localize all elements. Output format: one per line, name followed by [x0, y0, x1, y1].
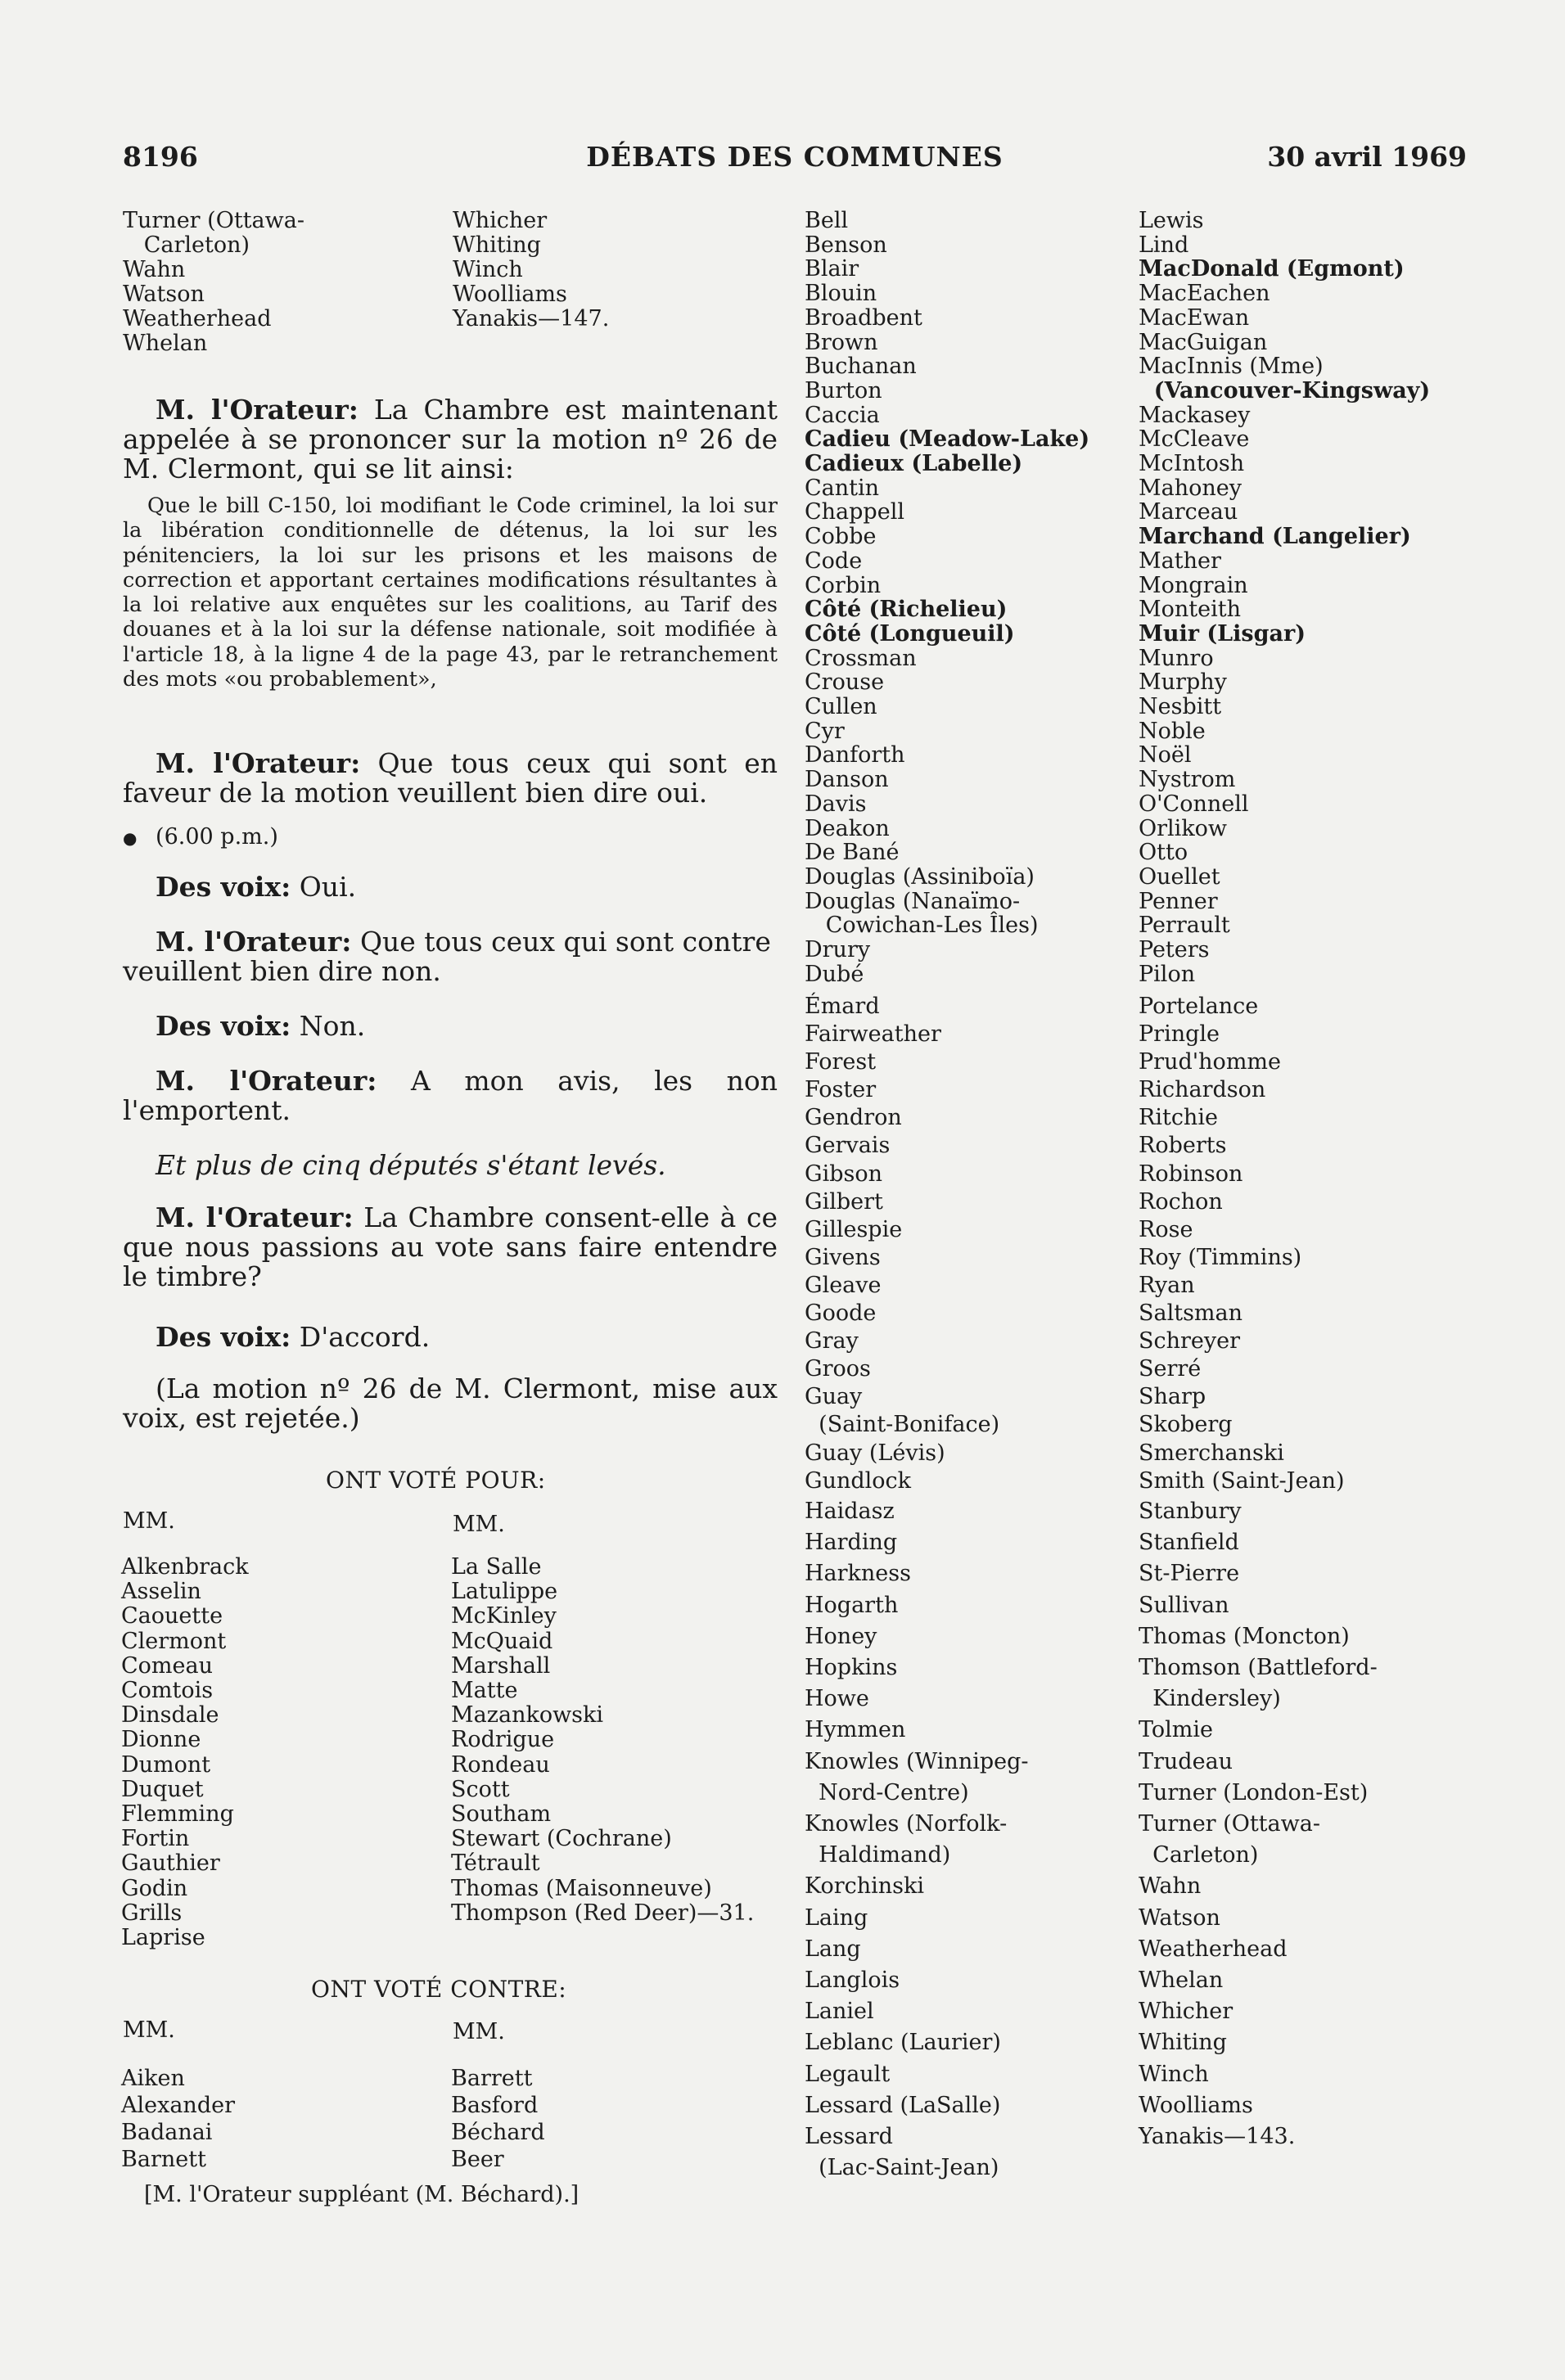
list-item: Korchinski [805, 1873, 924, 1900]
list-item: Danson [805, 767, 889, 793]
list-item: O'Connell [1139, 791, 1249, 817]
list-item: Dinsdale [121, 1702, 219, 1729]
list-item: Schreyer [1139, 1328, 1241, 1355]
publication-title: DÉBATS DES COMMUNES [586, 141, 1003, 173]
list-item: MacDonald (Egmont) [1139, 256, 1405, 282]
list-item: Gleave [805, 1272, 882, 1298]
right-col2-low [1139, 1496, 1378, 2152]
list-item: Asselin [121, 1579, 201, 1605]
top-left-names-col2 [453, 209, 609, 331]
list-item: Guay [805, 1384, 863, 1410]
list-item: Forest [805, 1049, 877, 1075]
list-item: Mongrain [1139, 572, 1248, 598]
list-item: Monteith [1139, 597, 1241, 623]
list-item: Laprise [121, 1925, 205, 1951]
speaker-name: Des voix: [156, 871, 291, 903]
list-item: Gauthier [121, 1850, 220, 1877]
speaker-name: Des voix: [156, 1321, 291, 1353]
list-item: Whiting [1139, 2030, 1227, 2056]
list-item: Laniel [805, 1999, 874, 2025]
right-col2-mid [1139, 993, 1345, 1495]
list-item: Thomas (Moncton) [1139, 1623, 1350, 1649]
list-item: Pringle [1139, 1021, 1220, 1048]
list-item: Davis [805, 791, 867, 817]
speech-text: Que tous ceux qui sont contre veuillent bien dire non. [123, 926, 771, 987]
list-item: Turner (Ottawa- [1139, 1811, 1320, 1837]
list-item: Wahn [123, 257, 186, 282]
list-item: Gray [805, 1328, 859, 1355]
time-marker [123, 824, 278, 850]
list-item: Badanai [121, 2120, 213, 2145]
list-item: Corbin [805, 572, 882, 598]
list-item: Gillespie [805, 1216, 903, 1242]
list-item: Groos [805, 1356, 871, 1382]
list-item: Beer [451, 2147, 504, 2172]
list-item: (Saint-Boniface) [805, 1412, 1000, 1438]
list-item: Clermont [121, 1628, 227, 1654]
list-item: Langlois [805, 1968, 900, 1994]
list-item: Flemming [121, 1801, 234, 1828]
list-item: Weatherhead [1139, 1936, 1288, 1962]
speaker-name: M. l'Orateur: [156, 394, 359, 426]
list-item: Gilbert [805, 1188, 883, 1215]
list-item: St-Pierre [1139, 1561, 1240, 1587]
list-item: Prud'homme [1139, 1049, 1281, 1075]
list-item: Rose [1139, 1216, 1193, 1242]
list-item: McKinley [451, 1603, 557, 1629]
list-item: Danforth [805, 742, 905, 769]
list-item: Pilon [1139, 961, 1196, 987]
list-item: Deakon [805, 815, 890, 841]
list-item: Fairweather [805, 1021, 941, 1048]
vote-pour-col1 [121, 1555, 249, 1950]
list-item: Blair [805, 256, 859, 282]
list-item: Harkness [805, 1561, 911, 1587]
right-col2-top [1139, 209, 1430, 987]
list-item: Béchard [451, 2120, 545, 2145]
list-item: Whelan [123, 331, 208, 356]
mm-label: MM. [123, 1508, 175, 1534]
list-item: De Bané [805, 840, 900, 866]
list-item: Duquet [121, 1776, 204, 1802]
list-item: Watson [1139, 1904, 1220, 1931]
list-item: Howe [805, 1686, 869, 1712]
speaker-paragraph-8 [123, 1203, 778, 1291]
list-item: Nord-Centre) [805, 1779, 969, 1805]
mm-label: MM. [453, 1512, 505, 1537]
list-item: Wahn [1139, 1873, 1202, 1900]
time-text: (6.00 p.m.) [156, 824, 278, 850]
list-item: La Salle [451, 1554, 542, 1580]
list-item: Rochon [1139, 1188, 1223, 1215]
list-item: Rodrigue [451, 1727, 555, 1753]
list-item: Sharp [1139, 1384, 1206, 1410]
list-item: MacEachen [1139, 281, 1270, 307]
list-item: Marshall [451, 1652, 551, 1679]
list-item: Honey [805, 1623, 877, 1649]
list-item: Caouette [121, 1603, 223, 1629]
list-item: Tétrault [451, 1850, 540, 1877]
list-item: Barnett [121, 2147, 206, 2172]
speech-text: Oui. [291, 871, 357, 903]
list-item: Leblanc (Laurier) [805, 2030, 1001, 2056]
list-item: Guay (Lévis) [805, 1440, 945, 1466]
list-item: Skoberg [1139, 1412, 1233, 1438]
list-item: Latulippe [451, 1579, 558, 1605]
list-item: Crossman [805, 645, 917, 671]
list-item: Yanakis—143. [1139, 2124, 1296, 2150]
list-item: Buchanan [805, 354, 917, 380]
list-item: Crouse [805, 669, 885, 696]
list-item: Trudeau [1139, 1748, 1234, 1774]
vote-pour-col2 [451, 1555, 754, 1926]
list-item: Nystrom [1139, 767, 1236, 793]
motion-quote: Que le bill C-150, loi modifiant le Code criminel, la loi sur la libération conditionnelle de détenus, la loi sur les pénitenciers, la loi sur les prisons et les maisons de correction et apportant certaines modifications résultantes à la loi relative aux enquêtes sur les coalitions, au Tarif des douanes et à la loi sur la défense nationale, soit modifiée à l'article 18, à la ligne 4 de la page 43, par le retranchement des mots «ou probablement», [123, 494, 778, 692]
speech-text: Non. [291, 1010, 366, 1042]
list-item: Whicher [453, 208, 548, 233]
speech-text: La Chambre est maintenant appelée à se prononcer sur la motion nº 26 de M. Clermont, qui se lit ainsi: [123, 394, 778, 485]
list-item: Brown [805, 329, 878, 355]
list-item: Stanbury [1139, 1499, 1242, 1524]
list-item: Broadbent [805, 304, 922, 331]
motion-result: (La motion nº 26 de M. Clermont, mise aux voix, est rejetée.) [123, 1373, 778, 1434]
list-item: Woolliams [1139, 2092, 1253, 2118]
list-item: Winch [1139, 2061, 1209, 2087]
list-item: Comtois [121, 1678, 214, 1704]
list-item: Yanakis—147. [453, 306, 610, 331]
list-item: Alkenbrack [121, 1554, 249, 1580]
list-item: Cadieu (Meadow-Lake) [805, 426, 1090, 453]
speaker-name: M. l'Orateur: [156, 1065, 377, 1097]
italic-note: Et plus de cinq députés s'étant levés. [156, 1149, 666, 1181]
list-item: Dionne [121, 1727, 201, 1753]
list-item: Ouellet [1139, 863, 1220, 890]
list-item: Rondeau [451, 1751, 550, 1778]
speaker-paragraph-4 [123, 927, 778, 986]
list-item: Whiting [453, 232, 541, 258]
mm-label: MM. [123, 2017, 175, 2043]
list-item: Sullivan [1139, 1592, 1229, 1618]
speaker-paragraph-5 [123, 1012, 778, 1041]
list-item: (Lac-Saint-Jean) [805, 2155, 999, 2181]
speaker-paragraph-1 [123, 395, 778, 484]
list-item: Lind [1139, 232, 1189, 258]
list-item: Burton [805, 377, 882, 403]
list-item: Gendron [805, 1105, 902, 1131]
list-item: Kindersley) [1139, 1686, 1281, 1712]
speaker-name: M. l'Orateur: [156, 747, 361, 779]
speaker-name: M. l'Orateur: [156, 926, 352, 958]
list-item: Munro [1139, 645, 1214, 671]
list-item: Bell [805, 208, 849, 233]
page-number: 8196 [123, 141, 198, 173]
list-item: Legault [805, 2061, 891, 2087]
list-item: Turner (London-Est) [1139, 1779, 1369, 1805]
list-item: Knowles (Norfolk- [805, 1811, 1008, 1837]
vote-pour-heading: ONT VOTÉ POUR: [326, 1467, 546, 1494]
footnote: [M. l'Orateur suppléant (M. Béchard).] [144, 2182, 580, 2207]
list-item: Roy (Timmins) [1139, 1244, 1302, 1270]
page-date: 30 avril 1969 [1267, 141, 1467, 173]
list-item: Serré [1139, 1356, 1202, 1382]
list-item: Knowles (Winnipeg- [805, 1748, 1029, 1774]
vote-contre-col1 [121, 2065, 235, 2173]
list-item: Richardson [1139, 1077, 1266, 1103]
list-item: Côté (Richelieu) [805, 597, 1008, 623]
list-item: Lang [805, 1936, 861, 1962]
list-item: Côté (Longueuil) [805, 620, 1015, 647]
list-item: Gervais [805, 1133, 891, 1159]
list-item: Haidasz [805, 1499, 895, 1524]
list-item: Murphy [1139, 669, 1227, 696]
list-item: Noble [1139, 718, 1206, 744]
list-item: Mazankowski [451, 1702, 604, 1729]
list-item: Goode [805, 1300, 877, 1327]
speaker-paragraph-3 [123, 872, 778, 902]
list-item: Caccia [805, 402, 880, 428]
vote-contre-heading: ONT VOTÉ CONTRE: [311, 1976, 567, 2003]
list-item: Mackasey [1139, 402, 1251, 428]
page-header [123, 141, 1467, 182]
list-item: MacGuigan [1139, 329, 1268, 355]
speaker-name: Des voix: [156, 1010, 291, 1042]
list-item: Hymmen [805, 1717, 906, 1743]
bullet-icon: ● [123, 828, 138, 848]
list-item: Penner [1139, 888, 1218, 914]
list-item: Benson [805, 232, 887, 258]
speaker-name: M. l'Orateur: [156, 1201, 354, 1233]
list-item: Weatherhead [123, 306, 272, 331]
speech-text: D'accord. [291, 1321, 431, 1353]
list-item: Smerchanski [1139, 1440, 1284, 1466]
list-item: Dumont [121, 1751, 211, 1778]
list-item: Lessard [805, 2124, 893, 2150]
list-item: Godin [121, 1875, 188, 1901]
list-item: Smith (Saint-Jean) [1139, 1467, 1345, 1494]
list-item: Winch [453, 257, 523, 282]
list-item: Foster [805, 1077, 877, 1103]
list-item: Gibson [805, 1161, 882, 1187]
list-item: Harding [805, 1530, 898, 1556]
right-col1-low [805, 1496, 1029, 2184]
list-item: Gundlock [805, 1467, 912, 1494]
list-item: Carleton) [123, 232, 250, 258]
list-item: Peters [1139, 937, 1210, 963]
list-item: Marceau [1139, 499, 1238, 525]
mm-label: MM. [453, 2019, 505, 2044]
list-item: Stanfield [1139, 1530, 1239, 1556]
list-item: Cullen [805, 694, 877, 720]
list-item: Douglas (Nanaïmo- [805, 888, 1021, 914]
list-item: Portelance [1139, 994, 1259, 1019]
list-item: MacEwan [1139, 304, 1250, 331]
list-item: Givens [805, 1244, 881, 1270]
list-item: Drury [805, 937, 871, 963]
list-item: Cyr [805, 718, 845, 744]
list-item: Dubé [805, 961, 864, 987]
list-item: Laing [805, 1904, 868, 1931]
list-item: Tolmie [1139, 1717, 1214, 1743]
list-item: Stewart (Cochrane) [451, 1826, 672, 1852]
list-item: Turner (Ottawa- [123, 208, 304, 233]
list-item: Hogarth [805, 1592, 899, 1618]
list-item: McIntosh [1139, 451, 1245, 477]
list-item: Whicher [1139, 1999, 1234, 2025]
list-item: Southam [451, 1801, 552, 1828]
speech-text: La Chambre consent-elle à ce que nous passions au vote sans faire entendre le timbre? [123, 1201, 778, 1292]
list-item: Blouin [805, 281, 877, 307]
list-item: McQuaid [451, 1628, 553, 1654]
list-item: Thompson (Red Deer)—31. [451, 1900, 755, 1926]
speaker-paragraph-6 [123, 1066, 778, 1125]
speaker-paragraph-2 [123, 749, 778, 808]
list-item: Mahoney [1139, 475, 1243, 501]
list-item: MacInnis (Mme) [1139, 354, 1324, 380]
list-item: Nesbitt [1139, 694, 1222, 720]
list-item: Thomas (Maisonneuve) [451, 1875, 712, 1901]
list-item: Douglas (Assiniboïa) [805, 863, 1035, 890]
speech-text: A mon avis, les non l'emportent. [123, 1065, 778, 1126]
list-item: Cowichan-Les Îles) [805, 913, 1039, 939]
list-item: Cadieux (Labelle) [805, 451, 1023, 477]
list-item: Grills [121, 1900, 183, 1926]
list-item: McCleave [1139, 426, 1250, 453]
list-item: Comeau [121, 1652, 213, 1679]
list-item: Hopkins [805, 1655, 898, 1681]
list-item: Cobbe [805, 524, 877, 550]
list-item: Woolliams [453, 282, 567, 307]
list-item: Roberts [1139, 1133, 1227, 1159]
list-item: Aiken [121, 2066, 185, 2091]
list-item: Code [805, 548, 863, 574]
right-col1-top [805, 209, 1089, 987]
list-item: Orlikow [1139, 815, 1228, 841]
list-item: (Vancouver-Kingsway) [1139, 377, 1431, 403]
list-item: Carleton) [1139, 1842, 1259, 1868]
list-item: Otto [1139, 840, 1188, 866]
list-item: Mather [1139, 548, 1221, 574]
list-item: Fortin [121, 1826, 190, 1852]
list-item: Alexander [121, 2093, 235, 2118]
list-item: Matte [451, 1678, 518, 1704]
list-item: Thomson (Battleford- [1139, 1655, 1378, 1681]
list-item: Cantin [805, 475, 880, 501]
list-item: Haldimand) [805, 1842, 951, 1868]
list-item: Noël [1139, 742, 1192, 769]
list-item: Muir (Lisgar) [1139, 620, 1306, 647]
top-left-names-col1 [123, 209, 304, 356]
list-item: Saltsman [1139, 1300, 1243, 1327]
list-item: Lessard (LaSalle) [805, 2092, 1001, 2118]
list-item: Émard [805, 994, 880, 1019]
speaker-paragraph-9 [123, 1323, 778, 1352]
list-item: Scott [451, 1776, 510, 1802]
list-item: Robinson [1139, 1161, 1243, 1187]
list-item: Basford [451, 2093, 539, 2118]
list-item: Chappell [805, 499, 904, 525]
list-item: Whelan [1139, 1968, 1224, 1994]
list-item: Lewis [1139, 208, 1204, 233]
list-item: Watson [123, 282, 205, 307]
list-item: Ryan [1139, 1272, 1195, 1298]
list-item: Marchand (Langelier) [1139, 524, 1411, 550]
list-item: Perrault [1139, 913, 1230, 939]
list-item: Ritchie [1139, 1105, 1218, 1131]
vote-contre-col2 [451, 2065, 545, 2173]
list-item: Barrett [451, 2066, 533, 2091]
speech-text: Que tous ceux qui sont en faveur de la motion veuillent bien dire oui. [123, 747, 778, 809]
right-col1-mid [805, 993, 999, 1495]
